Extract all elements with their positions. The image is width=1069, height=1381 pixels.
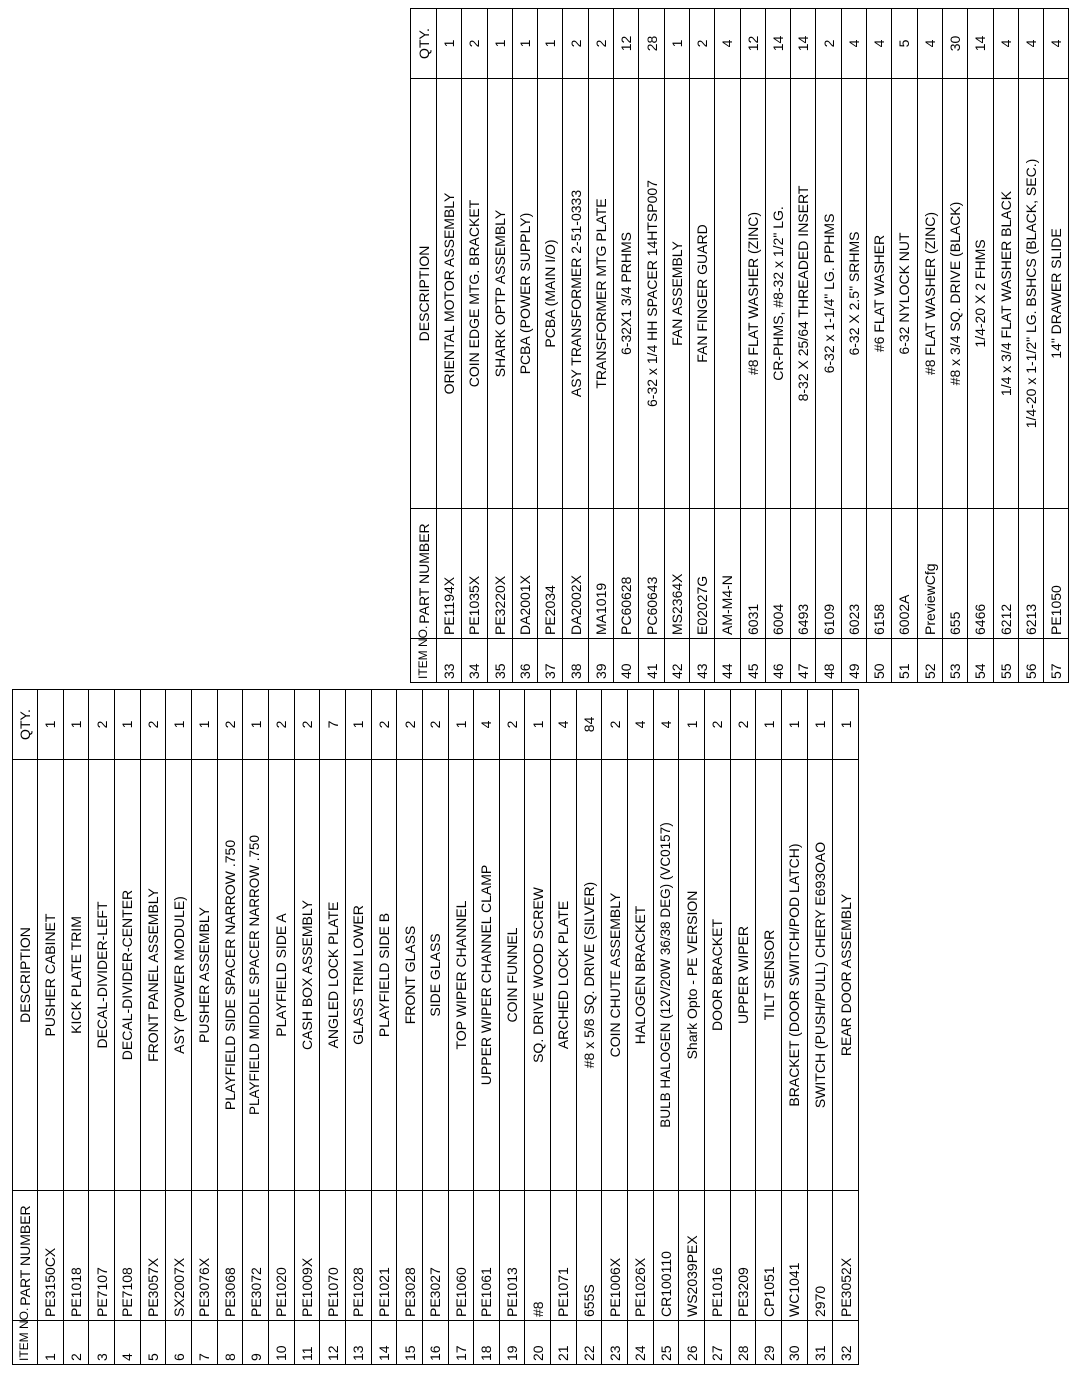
parts-table-left [12, 690, 859, 1365]
part-number-cell: PE1009X [294, 1191, 320, 1321]
table-row [807, 690, 833, 1365]
description-cell: DECAL-DIVIDER-CENTER [114, 760, 140, 1191]
table-row [602, 690, 628, 1365]
item-no-cell: 15 [397, 1321, 423, 1365]
part-number-cell: PC60643 [639, 509, 664, 639]
part-number-cell: 655 [942, 509, 967, 639]
qty-cell: 2 [705, 690, 731, 760]
description-cell: REAR DOOR ASSEMBLY [833, 760, 859, 1191]
description-cell: ARCHED LOCK PLATE [551, 760, 577, 1191]
table-row [345, 690, 371, 1365]
qty-cell: 1 [512, 9, 537, 79]
table-row [639, 9, 664, 683]
table-row [191, 690, 217, 1365]
part-number-cell: DA2001X [512, 509, 537, 639]
table-header-row [13, 690, 38, 1365]
table-row [268, 690, 294, 1365]
table-row [1044, 9, 1069, 683]
qty-cell: 2 [294, 690, 320, 760]
table-row [782, 690, 808, 1365]
header-item-no: ITEM NO. [13, 1321, 38, 1365]
description-cell: PLAYFIELD SIDE B [371, 760, 397, 1191]
part-number-cell: WS2039PEX [679, 1191, 705, 1321]
description-cell: 6-32 x 1-1/4" LG. PPHMS [816, 79, 841, 509]
description-cell [715, 79, 740, 509]
qty-cell: 4 [993, 9, 1018, 79]
part-number-cell: PE7108 [114, 1191, 140, 1321]
table-row [614, 9, 639, 683]
table-row [89, 690, 115, 1365]
header-description: DESCRIPTION [13, 760, 38, 1191]
item-no-cell: 7 [191, 1321, 217, 1365]
description-cell: DECAL-DIVIDER-LEFT [89, 760, 115, 1191]
part-number-cell: PE1026X [628, 1191, 654, 1321]
part-number-cell: AM-M4-N [715, 509, 740, 639]
qty-cell: 1 [243, 690, 269, 760]
item-no-cell: 44 [715, 639, 740, 683]
description-cell: FAN FINGER GUARD [689, 79, 714, 509]
part-number-cell: PE1071 [551, 1191, 577, 1321]
qty-cell: 4 [628, 690, 654, 760]
part-number-cell: PE1021 [371, 1191, 397, 1321]
qty-cell: 2 [371, 690, 397, 760]
item-no-cell: 26 [679, 1321, 705, 1365]
description-cell: 6-32 NYLOCK NUT [892, 79, 917, 509]
table-row [892, 9, 917, 683]
item-no-cell: 54 [968, 639, 993, 683]
part-number-cell: PE3220X [487, 509, 512, 639]
qty-cell: 1 [679, 690, 705, 760]
part-number-cell: 6212 [993, 509, 1018, 639]
description-cell: 6-32X1 3/4 PRHMS [614, 79, 639, 509]
qty-cell: 1 [191, 690, 217, 760]
table-row [765, 9, 790, 683]
item-no-cell: 43 [689, 639, 714, 683]
item-no-cell: 48 [816, 639, 841, 683]
part-number-cell: MS2364X [664, 509, 689, 639]
item-no-cell: 11 [294, 1321, 320, 1365]
qty-cell: 4 [551, 690, 577, 760]
item-no-cell: 30 [782, 1321, 808, 1365]
table-row [437, 9, 462, 683]
table-row [551, 690, 577, 1365]
table-row [740, 9, 765, 683]
qty-cell: 2 [140, 690, 166, 760]
item-no-cell: 27 [705, 1321, 731, 1365]
qty-cell: 1 [664, 9, 689, 79]
qty-cell: 1 [448, 690, 474, 760]
item-no-cell: 23 [602, 1321, 628, 1365]
item-no-cell: 41 [639, 639, 664, 683]
item-no-cell: 37 [538, 639, 563, 683]
description-cell: DOOR BRACKET [705, 760, 731, 1191]
table-row [563, 9, 588, 683]
table-row [664, 9, 689, 683]
table-row [715, 9, 740, 683]
description-cell: PCBA (MAIN I/O) [538, 79, 563, 509]
description-cell: PUSHER ASSEMBLY [191, 760, 217, 1191]
description-cell: 6-32 X 2.5" SRHMS [841, 79, 866, 509]
part-number-cell: CR100110 [653, 1191, 679, 1321]
table-row [487, 9, 512, 683]
qty-cell: 28 [639, 9, 664, 79]
header-part-number: PART NUMBER [13, 1191, 38, 1321]
item-no-cell: 36 [512, 639, 537, 683]
table-row [816, 9, 841, 683]
item-no-cell: 6 [166, 1321, 192, 1365]
part-number-cell: PE2034 [538, 509, 563, 639]
table-row [867, 9, 892, 683]
qty-cell: 4 [1018, 9, 1043, 79]
qty-cell: 1 [345, 690, 371, 760]
item-no-cell: 47 [791, 639, 816, 683]
description-cell: #8 x 5/8 SQ. DRIVE (SILVER) [576, 760, 602, 1191]
part-number-cell: 6466 [968, 509, 993, 639]
item-no-cell: 51 [892, 639, 917, 683]
table-row [140, 690, 166, 1365]
part-number-cell: #8 [525, 1191, 551, 1321]
description-cell: TOP WIPER CHANNEL [448, 760, 474, 1191]
description-cell: SWITCH (PUSH/PULL) CHERY E693OAO [807, 760, 833, 1191]
part-number-cell: PE1020 [268, 1191, 294, 1321]
qty-cell: 1 [782, 690, 808, 760]
description-cell: TRANSFORMER MTG PLATE [588, 79, 613, 509]
table-row [588, 9, 613, 683]
qty-cell: 2 [462, 9, 487, 79]
part-number-cell: PE1070 [320, 1191, 346, 1321]
table-row [791, 9, 816, 683]
description-cell: ANGLED LOCK PLATE [320, 760, 346, 1191]
description-cell: CASH BOX ASSEMBLY [294, 760, 320, 1191]
item-no-cell: 5 [140, 1321, 166, 1365]
item-no-cell: 56 [1018, 639, 1043, 683]
qty-cell: 1 [833, 690, 859, 760]
qty-cell: 1 [38, 690, 64, 760]
table-row [499, 690, 525, 1365]
part-number-cell: PE3076X [191, 1191, 217, 1321]
qty-cell: 1 [756, 690, 782, 760]
header-item-no: ITEM NO. [411, 639, 437, 683]
item-no-cell: 55 [993, 639, 1018, 683]
part-number-cell: PE3028 [397, 1191, 423, 1321]
item-no-cell: 33 [437, 639, 462, 683]
description-cell: COIN CHUTE ASSEMBLY [602, 760, 628, 1191]
table-row [841, 9, 866, 683]
part-number-cell: 2970 [807, 1191, 833, 1321]
description-cell: 1/4-20 X 2 FHMS [968, 79, 993, 509]
part-number-cell: PE1028 [345, 1191, 371, 1321]
part-number-cell: PE1035X [462, 509, 487, 639]
item-no-cell: 18 [474, 1321, 500, 1365]
part-number-cell: CP1051 [756, 1191, 782, 1321]
table-row [512, 9, 537, 683]
part-number-cell: 6002A [892, 509, 917, 639]
table-row [474, 690, 500, 1365]
description-cell: KICK PLATE TRIM [63, 760, 89, 1191]
table-row [756, 690, 782, 1365]
item-no-cell: 52 [917, 639, 942, 683]
table-row [371, 690, 397, 1365]
part-number-cell: PE3150CX [38, 1191, 64, 1321]
table-header-row [411, 9, 437, 683]
part-number-cell: 6023 [841, 509, 866, 639]
qty-cell: 30 [942, 9, 967, 79]
item-no-cell: 38 [563, 639, 588, 683]
table-row [320, 690, 346, 1365]
description-cell: SHARK OPTP ASSEMBLY [487, 79, 512, 509]
part-number-cell: PE1050 [1044, 509, 1069, 639]
table-row [833, 690, 859, 1365]
item-no-cell: 28 [730, 1321, 756, 1365]
item-no-cell: 42 [664, 639, 689, 683]
qty-cell: 1 [166, 690, 192, 760]
table-row [993, 9, 1018, 683]
item-no-cell: 8 [217, 1321, 243, 1365]
part-number-cell: PE3072 [243, 1191, 269, 1321]
part-number-cell: 6109 [816, 509, 841, 639]
part-number-cell: PE3052X [833, 1191, 859, 1321]
part-number-cell: PE1018 [63, 1191, 89, 1321]
description-cell: Shark Opto - PE VERSION [679, 760, 705, 1191]
parts-table-right [410, 9, 1065, 683]
description-cell: UPPER WIPER CHANNEL CLAMP [474, 760, 500, 1191]
description-cell: 8-32 X 25/64 THREADED INSERT [791, 79, 816, 509]
part-number-cell: PE3027 [422, 1191, 448, 1321]
description-cell: PLAYFIELD MIDDLE SPACER NARROW .750 [243, 760, 269, 1191]
qty-cell: 2 [268, 690, 294, 760]
item-no-cell: 57 [1044, 639, 1069, 683]
qty-cell: 4 [653, 690, 679, 760]
qty-cell: 12 [614, 9, 639, 79]
qty-cell: 4 [917, 9, 942, 79]
item-no-cell: 4 [114, 1321, 140, 1365]
description-cell: COIN FUNNEL [499, 760, 525, 1191]
description-cell: 1/4 x 3/4 FLAT WASHER BLACK [993, 79, 1018, 509]
part-number-cell: PE3068 [217, 1191, 243, 1321]
item-no-cell: 49 [841, 639, 866, 683]
part-number-cell: DA2002X [563, 509, 588, 639]
part-number-cell: 655S [576, 1191, 602, 1321]
item-no-cell: 31 [807, 1321, 833, 1365]
table-row [576, 690, 602, 1365]
table-row [679, 690, 705, 1365]
part-number-cell: 6158 [867, 509, 892, 639]
table-row [422, 690, 448, 1365]
description-cell: BULB HALOGEN (12V/20W 36/38 DEG) (VC0157) [653, 760, 679, 1191]
table-row [63, 690, 89, 1365]
table-row [462, 9, 487, 683]
description-cell: HALOGEN BRACKET [628, 760, 654, 1191]
table-row [942, 9, 967, 683]
item-no-cell: 53 [942, 639, 967, 683]
part-number-cell: PE1060 [448, 1191, 474, 1321]
qty-cell: 14 [968, 9, 993, 79]
qty-cell: 2 [563, 9, 588, 79]
qty-cell: 2 [422, 690, 448, 760]
table-row [38, 690, 64, 1365]
header-qty: QTY. [13, 690, 38, 760]
part-number-cell: WC1041 [782, 1191, 808, 1321]
header-part-number: PART NUMBER [411, 509, 437, 639]
description-cell: CR-PHMS, #8-32 x 1/2" LG. [765, 79, 790, 509]
qty-cell: 4 [867, 9, 892, 79]
qty-cell: 1 [114, 690, 140, 760]
qty-cell: 84 [576, 690, 602, 760]
part-number-cell: PC60628 [614, 509, 639, 639]
table-row [243, 690, 269, 1365]
part-number-cell: PE3057X [140, 1191, 166, 1321]
table-row [397, 690, 423, 1365]
qty-cell: 2 [499, 690, 525, 760]
item-no-cell: 39 [588, 639, 613, 683]
table-row [166, 690, 192, 1365]
description-cell: ASY TRANSFORMER 2-51-0333 [563, 79, 588, 509]
description-cell: 14" DRAWER SLIDE [1044, 79, 1069, 509]
description-cell: #6 FLAT WASHER [867, 79, 892, 509]
part-number-cell: SX2007X [166, 1191, 192, 1321]
qty-cell: 1 [63, 690, 89, 760]
item-no-cell: 45 [740, 639, 765, 683]
table-row [538, 9, 563, 683]
part-number-cell: PE3209 [730, 1191, 756, 1321]
qty-cell: 2 [730, 690, 756, 760]
description-cell: ASY (POWER MODULE) [166, 760, 192, 1191]
part-number-cell: 6031 [740, 509, 765, 639]
item-no-cell: 10 [268, 1321, 294, 1365]
item-no-cell: 16 [422, 1321, 448, 1365]
qty-cell: 2 [217, 690, 243, 760]
item-no-cell: 46 [765, 639, 790, 683]
table-row [653, 690, 679, 1365]
item-no-cell: 21 [551, 1321, 577, 1365]
part-number-cell: PE1013 [499, 1191, 525, 1321]
qty-cell: 5 [892, 9, 917, 79]
qty-cell: 14 [765, 9, 790, 79]
table-row [968, 9, 993, 683]
item-no-cell: 17 [448, 1321, 474, 1365]
item-no-cell: 3 [89, 1321, 115, 1365]
description-cell: FRONT GLASS [397, 760, 423, 1191]
qty-cell: 2 [602, 690, 628, 760]
qty-cell: 1 [487, 9, 512, 79]
table-row [917, 9, 942, 683]
description-cell: SQ. DRIVE WOOD SCREW [525, 760, 551, 1191]
description-cell: FAN ASSEMBLY [664, 79, 689, 509]
part-number-cell: PE1194X [437, 509, 462, 639]
item-no-cell: 9 [243, 1321, 269, 1365]
item-no-cell: 32 [833, 1321, 859, 1365]
table-row [448, 690, 474, 1365]
qty-cell: 1 [437, 9, 462, 79]
qty-cell: 4 [474, 690, 500, 760]
item-no-cell: 14 [371, 1321, 397, 1365]
part-number-cell: 6493 [791, 509, 816, 639]
table-row [730, 690, 756, 1365]
qty-cell: 4 [715, 9, 740, 79]
description-cell: PLAYFIELD SIDE SPACER NARROW .750 [217, 760, 243, 1191]
description-cell: ORIENTAL MOTOR ASSEMBLY [437, 79, 462, 509]
item-no-cell: 20 [525, 1321, 551, 1365]
qty-cell: 7 [320, 690, 346, 760]
description-cell: PCBA (POWER SUPPLY) [512, 79, 537, 509]
qty-cell: 1 [807, 690, 833, 760]
description-cell: SIDE GLASS [422, 760, 448, 1191]
description-cell: 6-32 x 1/4 HH SPACER 14HTSP007 [639, 79, 664, 509]
table-row [705, 690, 731, 1365]
part-number-cell: PE1061 [474, 1191, 500, 1321]
table-row [217, 690, 243, 1365]
header-description: DESCRIPTION [411, 79, 437, 509]
item-no-cell: 24 [628, 1321, 654, 1365]
description-cell: PLAYFIELD SIDE A [268, 760, 294, 1191]
table-row [114, 690, 140, 1365]
part-number-cell: E02027G [689, 509, 714, 639]
item-no-cell: 50 [867, 639, 892, 683]
table-row [689, 9, 714, 683]
description-cell: GLASS TRIM LOWER [345, 760, 371, 1191]
part-number-cell: PE1016 [705, 1191, 731, 1321]
item-no-cell: 12 [320, 1321, 346, 1365]
item-no-cell: 25 [653, 1321, 679, 1365]
description-cell: FRONT PANEL ASSEMBLY [140, 760, 166, 1191]
qty-cell: 2 [89, 690, 115, 760]
qty-cell: 1 [538, 9, 563, 79]
part-number-cell: MA1019 [588, 509, 613, 639]
qty-cell: 12 [740, 9, 765, 79]
qty-cell: 4 [1044, 9, 1069, 79]
qty-cell: 2 [397, 690, 423, 760]
qty-cell: 2 [816, 9, 841, 79]
description-cell: #8 FLAT WASHER (ZINC) [740, 79, 765, 509]
description-cell: #8 FLAT WASHER (ZINC) [917, 79, 942, 509]
qty-cell: 1 [525, 690, 551, 760]
part-number-cell: PreviewCfg [917, 509, 942, 639]
description-cell: 1/4-20 x 1-1/2" LG. BSHCS (BLACK, SEC.) [1018, 79, 1043, 509]
table-row [628, 690, 654, 1365]
item-no-cell: 19 [499, 1321, 525, 1365]
item-no-cell: 2 [63, 1321, 89, 1365]
part-number-cell: PE1006X [602, 1191, 628, 1321]
table-row [1018, 9, 1043, 683]
item-no-cell: 1 [38, 1321, 64, 1365]
description-cell: UPPER WIPER [730, 760, 756, 1191]
qty-cell: 4 [841, 9, 866, 79]
header-qty: QTY. [411, 9, 437, 79]
qty-cell: 2 [588, 9, 613, 79]
item-no-cell: 34 [462, 639, 487, 683]
description-cell: BRACKET (DOOR SWITCH/POD LATCH) [782, 760, 808, 1191]
description-cell: TILT SENSOR [756, 760, 782, 1191]
qty-cell: 14 [791, 9, 816, 79]
description-cell: PUSHER CABINET [38, 760, 64, 1191]
table-row [294, 690, 320, 1365]
item-no-cell: 40 [614, 639, 639, 683]
part-number-cell: 6213 [1018, 509, 1043, 639]
table-row [525, 690, 551, 1365]
item-no-cell: 29 [756, 1321, 782, 1365]
description-cell: COIN EDGE MTG. BRACKET [462, 79, 487, 509]
qty-cell: 2 [689, 9, 714, 79]
item-no-cell: 35 [487, 639, 512, 683]
description-cell: #8 x 3/4 SQ. DRIVE (BLACK) [942, 79, 967, 509]
part-number-cell: 6004 [765, 509, 790, 639]
item-no-cell: 22 [576, 1321, 602, 1365]
part-number-cell: PE7107 [89, 1191, 115, 1321]
item-no-cell: 13 [345, 1321, 371, 1365]
